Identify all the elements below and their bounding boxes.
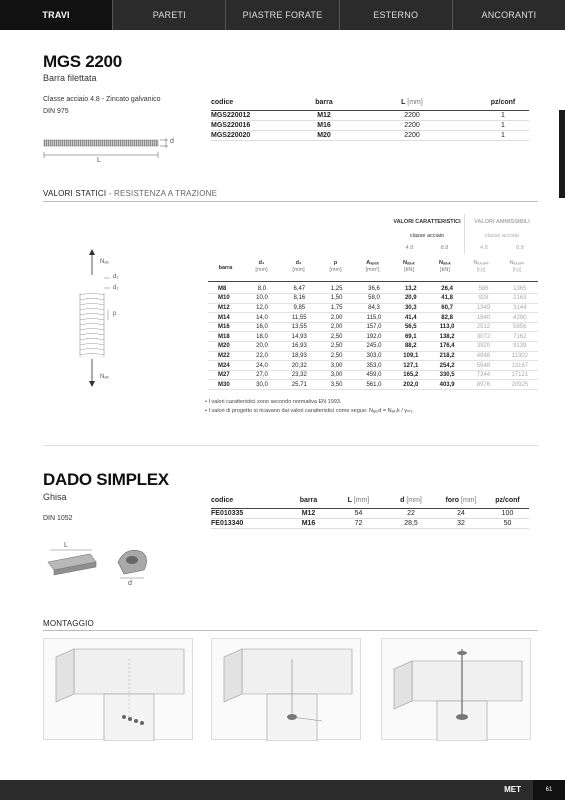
- static-col-header: Nₐₓ,ₖ: [439, 260, 451, 266]
- table-cell: 56,5: [393, 322, 429, 332]
- table-cell: M14: [208, 313, 243, 323]
- col-barra: barra: [301, 96, 347, 110]
- table-cell: 88,2: [393, 342, 429, 352]
- col-codice: codice: [211, 96, 301, 110]
- table-row: [208, 332, 538, 342]
- static-col-header: Nₐₓ,ₐₘ: [473, 260, 489, 266]
- static-title-bold: VALORI STATICI: [43, 189, 107, 198]
- static-col-header: Aₛₚₐₓ: [366, 260, 379, 266]
- table-cell: 3072: [465, 332, 501, 342]
- table-cell: 165,2: [393, 370, 429, 380]
- table-cell: M18: [208, 332, 243, 342]
- table-cell: 14,0: [243, 313, 280, 323]
- table-cell: 8,0: [243, 284, 280, 294]
- montaggio-title: MONTAGGIO: [43, 619, 94, 628]
- table-cell: M8: [208, 284, 243, 294]
- class-48-adm: 4.8: [480, 245, 488, 251]
- table-cell: 84,3: [355, 303, 392, 313]
- static-col-unit: [mm]: [292, 267, 305, 273]
- static-section-rule: [43, 201, 538, 202]
- table-cell: 561,0: [355, 380, 392, 390]
- table-cell: 72: [331, 518, 386, 528]
- table-cell: 109,1: [393, 351, 429, 361]
- dado-col-d-unit: [mm]: [406, 497, 422, 505]
- table-cell: 254,2: [429, 361, 465, 371]
- static-col-unit: [mm]: [329, 267, 342, 273]
- static-col-unit: [kg]: [512, 267, 522, 273]
- table-cell: 60,7: [429, 303, 465, 313]
- page-number: 61: [533, 780, 565, 800]
- dado-col-codice: codice: [211, 494, 286, 508]
- class-48-k: 4.8: [405, 245, 414, 251]
- product-title-dado: DADO SIMPLEX: [43, 470, 169, 489]
- table-cell: FE010335: [211, 508, 286, 518]
- table-row: [211, 508, 529, 518]
- table-cell: 23,32: [281, 370, 318, 380]
- norm-text-dado: DIN 1052: [43, 515, 73, 522]
- table-cell: 303,0: [355, 351, 392, 361]
- table-cell: 22: [386, 508, 436, 518]
- table-row: [208, 351, 538, 361]
- table-cell: 7162: [502, 332, 538, 342]
- dim-label-d: d: [170, 138, 174, 145]
- table-cell: 13,2: [393, 284, 429, 294]
- table-cell: 41,4: [393, 313, 429, 323]
- table-cell: 2,50: [318, 332, 355, 342]
- table-cell: 1349: [465, 303, 501, 313]
- table-cell: M22: [208, 351, 243, 361]
- table-cell: 5648: [465, 361, 501, 371]
- table-cell: 2200: [347, 110, 477, 120]
- table-cell: 2,50: [318, 342, 355, 352]
- table-cell: 1,75: [318, 303, 355, 313]
- static-col-header: Nₐₓ,ₐₘ: [509, 260, 525, 266]
- class-88-k: 8.8: [440, 245, 449, 251]
- table-cell: 20925: [502, 380, 538, 390]
- table-cell: 928: [465, 294, 501, 304]
- table-cell: 8,16: [281, 294, 318, 304]
- table-cell: 6,47: [281, 284, 318, 294]
- table-cell: 1: [477, 120, 529, 130]
- dado-simplex-drawing: [40, 540, 160, 590]
- table-cell: 41,8: [429, 294, 465, 304]
- table-cell: 176,4: [429, 342, 465, 352]
- montaggio-step-1-drawing: [44, 639, 194, 741]
- table-row: [208, 322, 538, 332]
- table-cell: 2200: [347, 120, 477, 130]
- montaggio-step-2-drawing: [212, 639, 362, 741]
- table-cell: 30,0: [243, 380, 280, 390]
- note-2: • I valori di progetto si ricavano dai valori caratteristici come segue: Nₐₓ,d = Nₐₓ,k / γₘ₂: [205, 408, 413, 414]
- table-cell: 32: [436, 518, 486, 528]
- static-col-unit: [kg]: [476, 267, 486, 273]
- table-cell: M10: [208, 294, 243, 304]
- class-label-caratteristici: classe acciaio: [409, 233, 445, 239]
- table-row: [208, 361, 538, 371]
- table-cell: 3,50: [318, 380, 355, 390]
- table-cell: 30,3: [393, 303, 429, 313]
- dim-label-l: L: [97, 157, 101, 164]
- nav-tab-piastre-forate[interactable]: PIASTRE FORATE: [225, 0, 338, 30]
- static-col-header: Nₐₓ,ₖ: [403, 260, 415, 266]
- table-cell: 4848: [465, 351, 501, 361]
- table-cell: 14,93: [281, 332, 318, 342]
- table-cell: 586: [465, 284, 501, 294]
- norm-text-mgs: DIN 975: [43, 108, 69, 115]
- montaggio-step-2: [211, 638, 361, 740]
- top-navigation: [0, 0, 565, 30]
- table-row: [208, 303, 538, 313]
- bolt-tension-diagram: [70, 245, 130, 395]
- table-cell: 2,50: [318, 351, 355, 361]
- table-cell: 54: [331, 508, 386, 518]
- table-cell: 245,0: [355, 342, 392, 352]
- table-cell: 2512: [465, 322, 501, 332]
- static-col-header: d₂: [295, 260, 302, 266]
- table-cell: 1: [477, 110, 529, 120]
- product-subtitle-mgs: Barra filettata: [43, 73, 97, 83]
- dado-col-l-label: L: [347, 497, 352, 505]
- table-cell: M24: [208, 361, 243, 371]
- table-cell: 25,71: [281, 380, 318, 390]
- threaded-rod-drawing: [40, 132, 180, 166]
- section-side-marker: [559, 110, 565, 198]
- col-l-label: L: [401, 99, 406, 107]
- diagram-label-d2: d₂: [113, 285, 119, 291]
- table-row: [208, 370, 538, 380]
- col-l-unit: [mm]: [407, 99, 423, 107]
- table-cell: M30: [208, 380, 243, 390]
- group-divider: [464, 214, 465, 254]
- static-section-title: [43, 189, 217, 198]
- static-col-unit: [kN]: [404, 267, 414, 273]
- static-col-unit: [kN]: [440, 267, 450, 273]
- table-cell: 100: [486, 508, 529, 518]
- table-cell: 22,0: [243, 351, 280, 361]
- dado-col-d: [386, 494, 436, 508]
- table-cell: 127,1: [393, 361, 429, 371]
- table-cell: 58,0: [355, 294, 392, 304]
- table-row: [208, 380, 538, 390]
- table-cell: 10,0: [243, 294, 280, 304]
- table-cell: 157,0: [355, 322, 392, 332]
- table-cell: 13167: [502, 361, 538, 371]
- table-cell: 459,0: [355, 370, 392, 380]
- table-cell: M16: [301, 120, 347, 130]
- table-cell: 113,0: [429, 322, 465, 332]
- section-separator: [43, 445, 538, 446]
- dado-col-l-unit: [mm]: [353, 497, 370, 505]
- diagram-label-p: p: [113, 311, 117, 317]
- table-cell: M20: [208, 342, 243, 352]
- note-1: • I valori caratteristici sono secondo normativa EN 1993.: [205, 399, 342, 405]
- table-cell: 3,00: [318, 370, 355, 380]
- static-col-unit: [mm²]: [365, 267, 380, 273]
- table-cell: 1365: [502, 284, 538, 294]
- table-cell: 3,00: [318, 361, 355, 371]
- table-row: [208, 342, 538, 352]
- table-cell: 2,00: [318, 313, 355, 323]
- diagram-label-nax-top: Nₐₓ: [100, 259, 109, 265]
- dado-col-foro: [436, 494, 486, 508]
- static-col-header: barra: [218, 265, 233, 271]
- footer-brand: MET: [504, 785, 521, 794]
- table-cell: 27,0: [243, 370, 280, 380]
- static-col-unit: [mm]: [255, 267, 268, 273]
- table-cell: 24: [436, 508, 486, 518]
- table-cell: 36,6: [355, 284, 392, 294]
- dado-col-l: [331, 494, 386, 508]
- table-row: [211, 518, 529, 528]
- table-cell: 2163: [502, 294, 538, 304]
- dado-col-pz-conf: pz/conf: [486, 494, 529, 508]
- table-row: [208, 284, 538, 294]
- montaggio-rule: [43, 630, 538, 631]
- table-row: [211, 130, 529, 140]
- table-cell: 218,2: [429, 351, 465, 361]
- table-cell: 17121: [502, 370, 538, 380]
- table-row: [208, 313, 538, 323]
- class-label-ammissibili: classe acciaio: [484, 233, 520, 239]
- table-cell: 69,1: [393, 332, 429, 342]
- table-cell: 403,9: [429, 380, 465, 390]
- table-cell: MGS220012: [211, 110, 301, 120]
- table-cell: 7344: [465, 370, 501, 380]
- dado-dim-l: L: [64, 542, 68, 549]
- group-header-caratteristici: VALORI CARATTERISTICI: [393, 219, 461, 225]
- mgs-product-table: [211, 96, 529, 141]
- table-cell: 3920: [465, 342, 501, 352]
- static-header-rule: [208, 281, 538, 282]
- class-88-adm: 8.8: [516, 245, 524, 251]
- nav-tab-travi[interactable]: TRAVI: [0, 0, 112, 30]
- static-col-header: d₁: [258, 260, 265, 266]
- material-text: Classe acciaio 4.8 - Zincato galvanico: [43, 96, 161, 103]
- diagram-label-nax-bottom: Nₐₓ: [100, 374, 109, 380]
- table-cell: M12: [286, 508, 331, 518]
- table-cell: 353,0: [355, 361, 392, 371]
- table-cell: 24,0: [243, 361, 280, 371]
- table-cell: 16,93: [281, 342, 318, 352]
- table-cell: 115,0: [355, 313, 392, 323]
- table-cell: 4290: [502, 313, 538, 323]
- table-cell: 16,0: [243, 322, 280, 332]
- static-col-header: p: [333, 260, 338, 266]
- table-cell: M16: [208, 322, 243, 332]
- table-cell: 28,5: [386, 518, 436, 528]
- table-cell: 20,9: [393, 294, 429, 304]
- dado-col-d-label: d: [400, 497, 405, 505]
- table-cell: 9139: [502, 342, 538, 352]
- table-row: [208, 294, 538, 304]
- table-cell: 20,0: [243, 342, 280, 352]
- montaggio-step-1: [43, 638, 193, 740]
- table-cell: 2,00: [318, 322, 355, 332]
- static-title-thin: - RESISTENZA A TRAZIONE: [106, 189, 218, 198]
- table-cell: M27: [208, 370, 243, 380]
- col-l: [347, 96, 477, 110]
- static-values-table: [208, 284, 538, 390]
- table-cell: 138,2: [429, 332, 465, 342]
- table-row: [211, 110, 529, 120]
- table-cell: M12: [301, 110, 347, 120]
- dado-col-foro-unit: [mm]: [461, 497, 477, 505]
- table-cell: 11302: [502, 351, 538, 361]
- table-cell: 1840: [465, 313, 501, 323]
- table-cell: 26,4: [429, 284, 465, 294]
- page-footer: [0, 780, 565, 800]
- table-cell: 192,0: [355, 332, 392, 342]
- table-cell: 12,0: [243, 303, 280, 313]
- table-cell: 8976: [465, 380, 501, 390]
- dado-col-barra: barra: [286, 494, 331, 508]
- nav-tab-pareti[interactable]: PARETI: [112, 0, 225, 30]
- table-cell: MGS220020: [211, 130, 301, 140]
- table-cell: 11,55: [281, 313, 318, 323]
- dado-col-foro-label: foro: [445, 497, 460, 505]
- table-cell: 330,5: [429, 370, 465, 380]
- table-cell: FE013340: [211, 518, 286, 528]
- table-cell: 202,0: [393, 380, 429, 390]
- col-pz-conf: pz/conf: [477, 96, 529, 110]
- table-cell: 50: [486, 518, 529, 528]
- product-title-mgs: MGS 2200: [43, 52, 122, 71]
- table-cell: M20: [301, 130, 347, 140]
- table-cell: 9,85: [281, 303, 318, 313]
- montaggio-step-3-drawing: [382, 639, 532, 741]
- table-cell: 13,55: [281, 322, 318, 332]
- table-cell: 3144: [502, 303, 538, 313]
- montaggio-step-3: [381, 638, 531, 740]
- nav-tab-ancoranti[interactable]: ANCORANTI: [452, 0, 565, 30]
- table-cell: MGS220016: [211, 120, 301, 130]
- table-cell: M12: [208, 303, 243, 313]
- table-cell: M16: [286, 518, 331, 528]
- table-cell: 18,0: [243, 332, 280, 342]
- nav-tab-esterno[interactable]: ESTERNO: [339, 0, 452, 30]
- table-cell: 20,32: [281, 361, 318, 371]
- table-cell: 18,93: [281, 351, 318, 361]
- table-cell: 5856: [502, 322, 538, 332]
- table-cell: 1,50: [318, 294, 355, 304]
- diagram-label-d1: d₁: [113, 274, 119, 280]
- dado-dim-d: d: [128, 580, 132, 587]
- table-cell: 82,8: [429, 313, 465, 323]
- product-subtitle-dado: Ghisa: [43, 492, 67, 502]
- table-cell: 2200: [347, 130, 477, 140]
- group-header-ammissibili: VALORI AMMISSIBILI: [474, 219, 530, 225]
- table-cell: 1,25: [318, 284, 355, 294]
- dado-product-table: [211, 494, 529, 529]
- static-notes: [205, 398, 413, 416]
- table-row: [211, 120, 529, 130]
- table-cell: 1: [477, 130, 529, 140]
